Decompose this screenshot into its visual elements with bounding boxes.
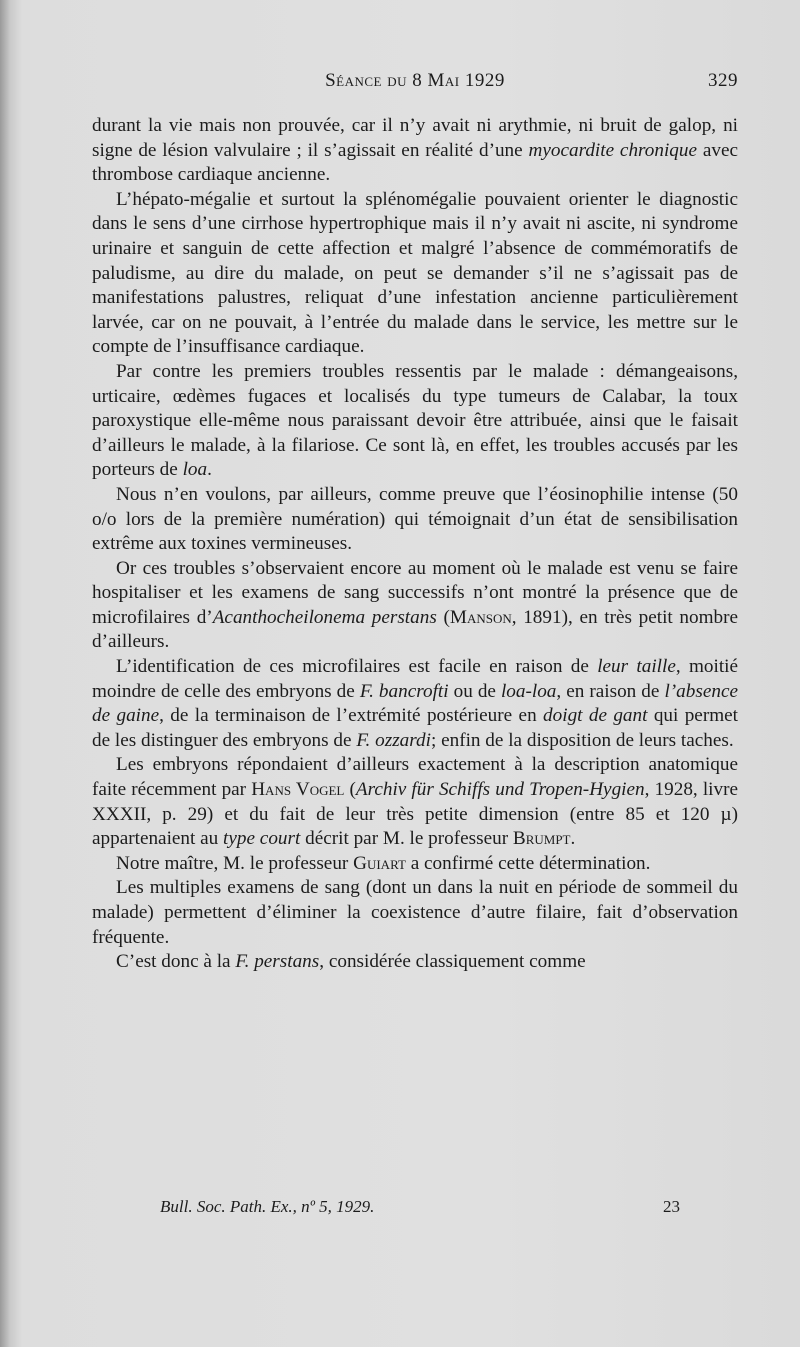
text-run: Or ces troubles s’observaient encore au moment où le malade est venu se faire hospitaliser et les examens de sang successifs n’ont montré la présence que de microfilaires d’ [92, 557, 738, 628]
text-run: Les embryons répondaient d’ailleurs exactement à la description anatomique faite récemment par [92, 754, 738, 801]
paragraph-1 [92, 114, 738, 188]
text-run: avec thrombose cardiaque ancienne. [92, 139, 738, 186]
author-name: Hans Vogel [251, 779, 345, 801]
text-run: , en raison de [556, 680, 665, 702]
text-run: ( [436, 606, 450, 628]
text-run: ( [344, 779, 356, 801]
author-name: Guiart [353, 852, 406, 874]
paragraph-4: Nous n’en voulons, par ailleurs, comme preuve que l’éosinophilie intense (50 o/o lors de la première numération) qui témoignait d’un état de sensibilisation extrême aux toxines vermineuses. [92, 483, 738, 555]
italic-term: type court [223, 828, 301, 850]
italic-term: F. ozzardi [356, 729, 431, 751]
paragraph-7 [92, 753, 738, 851]
paragraph-6 [92, 655, 738, 753]
text-run: ou de [448, 680, 501, 702]
text-run: Par contre les premiers troubles ressentis par le malade : démangeaisons, urticaire, œdèmes fugaces et localisés du type tumeurs de Calabar, la toux paroxystique elle-même nous paraissant devoir être attribuée, ainsi que le faisait d’ailleurs le malade, à la filariose. Ce sont là, en effet, les troubles accusés par les porteurs de [92, 360, 738, 481]
paragraph-3 [92, 360, 738, 483]
text-run: Notre maître, M. le professeur [116, 852, 354, 874]
text-run: a confirmé cette détermination. [405, 852, 651, 874]
text-run: , 1891), en très petit nombre d’ailleurs. [92, 606, 739, 653]
italic-term: loa [182, 459, 208, 481]
page-number: 329 [708, 70, 738, 91]
italic-term: l’absence de gaine [92, 680, 738, 727]
author-name: Brumpt [512, 828, 571, 850]
text-run: ; enfin de la disposition de leurs taches. [430, 729, 734, 751]
italic-term: Acanthocheilonema perstans [212, 606, 437, 628]
text-run: . [570, 828, 576, 850]
paragraph-9: Les multiples examens de sang (dont un dans la nuit en période de sommeil du malade) permettent d’éliminer la coexistence d’autre filaire, fait d’observation fréquente. [92, 877, 738, 948]
paragraph-8 [92, 852, 738, 877]
author-name: Manson [449, 606, 512, 628]
italic-term: Archiv für Schiffs und Tropen-Hygien [355, 779, 645, 801]
italic-term: doigt de gant [543, 705, 648, 727]
running-title: Séance du 8 Mai 1929 [325, 70, 505, 91]
paragraph-2: L’hépato-mégalie et surtout la splénomégalie pouvaient orienter le diagnostic dans le sens d’une cirrhose hypertrophique mais il n’y avait ni ascite, ni syndrome urinaire et sanguin de cette affection et malgré l’absence de commémoratifs de paludisme, au dire du malade, on peut se demander s’il ne s’agissait pas de manifestations palustres, reliquat d’une infestation ancienne particulièrement larvée, car on ne pouvait, à l’entrée du malade dans le service, les mettre sur le compte de l’insuffisance cardiaque. [92, 188, 738, 358]
signature-mark: 23 [663, 1197, 680, 1216]
text-run: décrit par M. le professeur [300, 828, 513, 850]
paragraph-10 [92, 950, 738, 975]
text-run: , 1928, livre XXXII, p. 29) et du fait de leur très petite dimension (entre 85 et 120 µ) appartenaient au [92, 779, 738, 850]
text-run: . [207, 459, 212, 481]
text-run: , considérée classiquement comme [319, 951, 586, 973]
text-run: durant la vie mais non prouvée, car il n’y avait ni arythmie, ni bruit de galop, ni signe de lésion valvulaire ; il s’agissait en réalité d’une [92, 115, 738, 161]
paragraph-5 [92, 557, 738, 655]
italic-term: leur taille [597, 656, 676, 678]
page-header [92, 70, 738, 98]
text-run: , moitié moindre de celle des embryons de [92, 656, 739, 702]
text-run: qui permet de les distinguer des embryons de [92, 705, 738, 751]
italic-term: loa-loa [500, 680, 557, 702]
italic-term: myocardite chronique [528, 139, 698, 161]
journal-citation: Bull. Soc. Path. Ex., nº 5, 1929. [160, 1197, 375, 1216]
text-run: , de la terminaison de l’extrémité postérieure en [159, 705, 544, 727]
page-footer [160, 1197, 680, 1223]
text-run: C’est donc à la [116, 951, 236, 973]
italic-term: F. bancrofti [359, 680, 449, 702]
body-text [92, 114, 738, 975]
text-run: L’identification de ces microfilaires est facile en raison de [116, 656, 598, 678]
italic-term: F. perstans [235, 951, 320, 973]
